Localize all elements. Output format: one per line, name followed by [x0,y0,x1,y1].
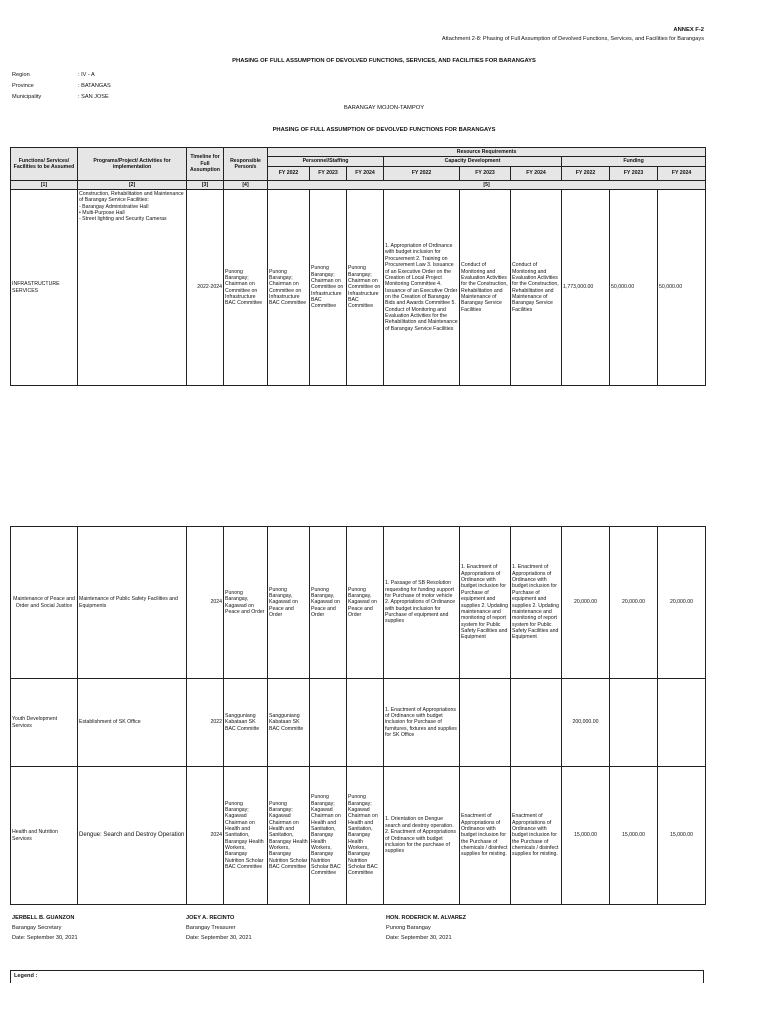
legend-label: Legend : [14,973,38,979]
table-row [11,679,706,767]
main-title: PHASING OF FULL ASSUMPTION OF DEVOLVED FUNCTIONS, SERVICES, AND FACILITIES FOR BARANGAYS [232,58,536,64]
table-row [11,190,706,386]
cell-personnel-2023: Punong Barangay, Kagawad on Peace and Order [310,527,347,679]
cell-personnel-2022: Punong Barangay; Kagawad Chairman on Health and Sanitation, Barangay Health Workers, Barangay Nutrition Scholar BAC Committee [268,767,310,905]
signatory-treasurer [186,915,252,941]
header-fy2024-funding: FY 2024 [658,166,706,180]
cell-personnel-2024: Punong Barangay; Kagawad Chairman on Health and Sanitation, Barangay Health Workers, Barangay Nutrition Scholar BAC Committee [347,767,384,905]
cell-program: Establishment of SK Office [78,679,187,767]
cell-funding-2024: 15,000.00 [658,767,706,905]
header-fy2024-capacity: FY 2024 [511,166,562,180]
table-row [11,767,706,905]
assumption-table-bottom [10,526,706,905]
cell-personnel-2022: Punong Barangay, Kagawad on Peace and Order [268,527,310,679]
cell-capacity-2024 [511,679,562,767]
cell-personnel-2022: Punong Barangay; Chairman on Committee on Infrastructure BAC Committee [268,190,310,386]
sub-title: PHASING OF FULL ASSUMPTION OF DEVOLVED FUNCTIONS FOR BARANGAYS [272,127,496,133]
header-fy2023-capacity: FY 2023 [460,166,511,180]
cell-capacity-2022: 1. Appropriation of Ordinance with budget inclusion for Procurement 2. Training on Procurement Law 3. Issuance of an Executive Order on the Creation of Local Project Monitoring Committee 4. Issuance of an Executive Order on the Creation of Barangay Bids and Awards Committee 5. Conduct of Monitoring and Evaluation Activities for the Rehabilitation and Maintenance of Barangay Service Facilities [384,190,460,386]
cell-capacity-2024: Enactment of Appropriations of Ordinance with budget inclusion for the Purchase of chemicals / disinfect supplies for misting. [511,767,562,905]
cell-funding-2023: 20,000.00 [610,527,658,679]
region-label: Region [12,72,30,78]
cell-timeline: 2022-2024 [187,190,224,386]
cell-funding-2023: 15,000.00 [610,767,658,905]
header-resource: Resource Requirements [268,148,706,157]
header-timeline: Timeline for Full Assumption [187,148,224,181]
cell-timeline: 2024 [187,527,224,679]
signatory-date: Date: September 30, 2021 [386,935,452,941]
cell-funding-2022: 1,773,000.00 [562,190,610,386]
header-fy2024-personnel: FY 2024 [347,166,384,180]
cell-capacity-2022: 1. Orientation on Dengue search and destroy operation. 2. Enactment of Appropriations of Ordinance with budget inclusion for the purchase of supplies [384,767,460,905]
header-responsible: Responsible Person/s [224,148,268,181]
signatory-date: Date: September 30, 2021 [12,935,78,941]
cell-personnel-2022: Sangguniang Kabataan SK BAC Committe [268,679,310,767]
signatory-name: JERBELL B. GUANZON [12,915,75,921]
header-funding: Funding [562,157,706,166]
municipality-label: Municipality [12,94,42,100]
signatory-secretary [12,915,78,941]
column-code-3: [3] [187,180,224,189]
cell-responsible: Sangguniang Kabataan SK BAC Committe [224,679,268,767]
cell-responsible: Punong Barangay; Kagawad Chairman on Health and Sanitation, Barangay Health Workers, Barangay Nutrition Scholar BAC Committee [224,767,268,905]
table-row [11,527,706,679]
column-code-5: [5] [268,180,706,189]
signatory-date: Date: September 30, 2021 [186,935,252,941]
cell-timeline: 2024 [187,767,224,905]
header-fy2022-personnel: FY 2022 [268,166,310,180]
column-code-2: [2] [78,180,187,189]
cell-personnel-2024: Punong Barangay; Chairman on Committee on Infrastructure BAC Committee [347,190,384,386]
assumption-table-top [10,147,706,386]
province-label: Province [12,83,34,89]
cell-program: Maintenance of Public Safety Facilities and Equipments [78,527,187,679]
cell-personnel-2024 [347,679,384,767]
column-code-1: [1] [11,180,78,189]
cell-responsible: Punong Barangay, Kagawad on Peace and Order [224,527,268,679]
header-functions: Functions/ Services/ Facilities to be Assumed [11,148,78,181]
header-personnel: Personnel/Staffing [268,157,384,166]
province-value: : BATANGAS [78,83,111,89]
municipality-value: : SAN JOSE [78,94,109,100]
column-code-4: [4] [224,180,268,189]
cell-function: Maintenance of Peace and Order and Social Justice [11,527,78,679]
cell-function: INFRASTRUCTURE SERVICES [11,190,78,386]
signatory-role: Barangay Treasurer [186,925,236,931]
cell-capacity-2023 [460,679,511,767]
cell-program: Dengue: Search and Destroy Operation [78,767,187,905]
cell-capacity-2024: Conduct of Monitoring and Evaluation Activities for the Construction, Rehabilitation and Maintenance of Barangay Service Facilities [511,190,562,386]
cell-capacity-2023: 1. Enactment of Appropriations of Ordinance with budget inclusion for Purchase of equipment and supplies 2. Updating maintenance and monitoring of report system for Public Safety Facilities and Equipment [460,527,511,679]
cell-capacity-2023: Conduct of Monitoring and Evaluation Activities for the Construction, Rehabilitation and Maintenance of Barangay Service Facilities [460,190,511,386]
cell-funding-2022: 20,000.00 [562,527,610,679]
cell-funding-2023: 50,000.00 [610,190,658,386]
signatory-name: JOEY A. RECINTO [186,915,235,921]
signatory-punong-barangay [386,915,466,941]
cell-funding-2022: 15,000.00 [562,767,610,905]
cell-funding-2023 [610,679,658,767]
cell-capacity-2022: 1. Passage of SB Resolution requesting for funding support for Purchase of motor vehicle 2. Appropriations of Ordinance with budget inclusion for Purchase of equipment and supplies [384,527,460,679]
cell-personnel-2023: Punong Barangay; Chairman on Committee on Infrastructure BAC Committee [310,190,347,386]
cell-personnel-2023 [310,679,347,767]
cell-responsible: Punong Barangay; Chairman on Committee on Infrastructure BAC Committee [224,190,268,386]
header-capacity: Capacity Development [384,157,562,166]
annex-label: ANNEX F-2 [673,27,704,33]
cell-funding-2024 [658,679,706,767]
signatory-name: HON. RODERICK M. ALVAREZ [386,915,467,921]
cell-function: Health and Nutrition Services [11,767,78,905]
cell-timeline: 2022 [187,679,224,767]
cell-funding-2024: 50,000.00 [658,190,706,386]
cell-capacity-2024: 1. Enactment of Appropriations of Ordinance with budget inclusion for Purchase of equipment and supplies 2. Updating maintenance and monitoring of report system for Public Safety Facilities and Equipment [511,527,562,679]
legend-box [10,970,704,983]
barangay-name: BARANGAY MOJON-TAMPOY [343,105,425,111]
cell-funding-2022: 200,000.00 [562,679,610,767]
region-value: : IV - A [78,72,95,78]
header-programs: Programs/Project/ Activities for implementation [78,148,187,181]
cell-capacity-2022: 1. Enactment of Appropriations of Ordinance with budget inclusion for Purchase of furnitures, fixtures and supplies for SK Office [384,679,460,767]
cell-function: Youth Development Services [11,679,78,767]
cell-program: Construction, Rehabilitation and Maintenance of Barangay Service Facilities: - Barangay Administrative Hall • Multi-Purpose Hall - Street lighting and Security Cameras [78,190,187,386]
header-fy2022-funding: FY 2022 [562,166,610,180]
signatory-role: Barangay Secretary [12,925,62,931]
cell-personnel-2024: Punong Barangay, Kagawad on Peace and Order [347,527,384,679]
cell-personnel-2023: Punong Barangay; Kagawad Chairman on Health and Sanitation, Barangay Health Workers, Barangay Nutrition Scholar BAC Committee [310,767,347,905]
signatory-role: Punong Barangay [386,925,431,931]
header-fy2023-personnel: FY 2023 [310,166,347,180]
header-fy2022-capacity: FY 2022 [384,166,460,180]
cell-capacity-2023: Enactment of Appropriations of Ordinance with budget inclusion for the Purchase of chemicals / disinfect supplies for misting. [460,767,511,905]
header-fy2023-funding: FY 2023 [610,166,658,180]
attachment-label: Attachment 2-8: Phasing of Full Assumption of Devolved Functions, Services, and Facilities for Barangays [441,36,704,42]
cell-funding-2024: 20,000.00 [658,527,706,679]
